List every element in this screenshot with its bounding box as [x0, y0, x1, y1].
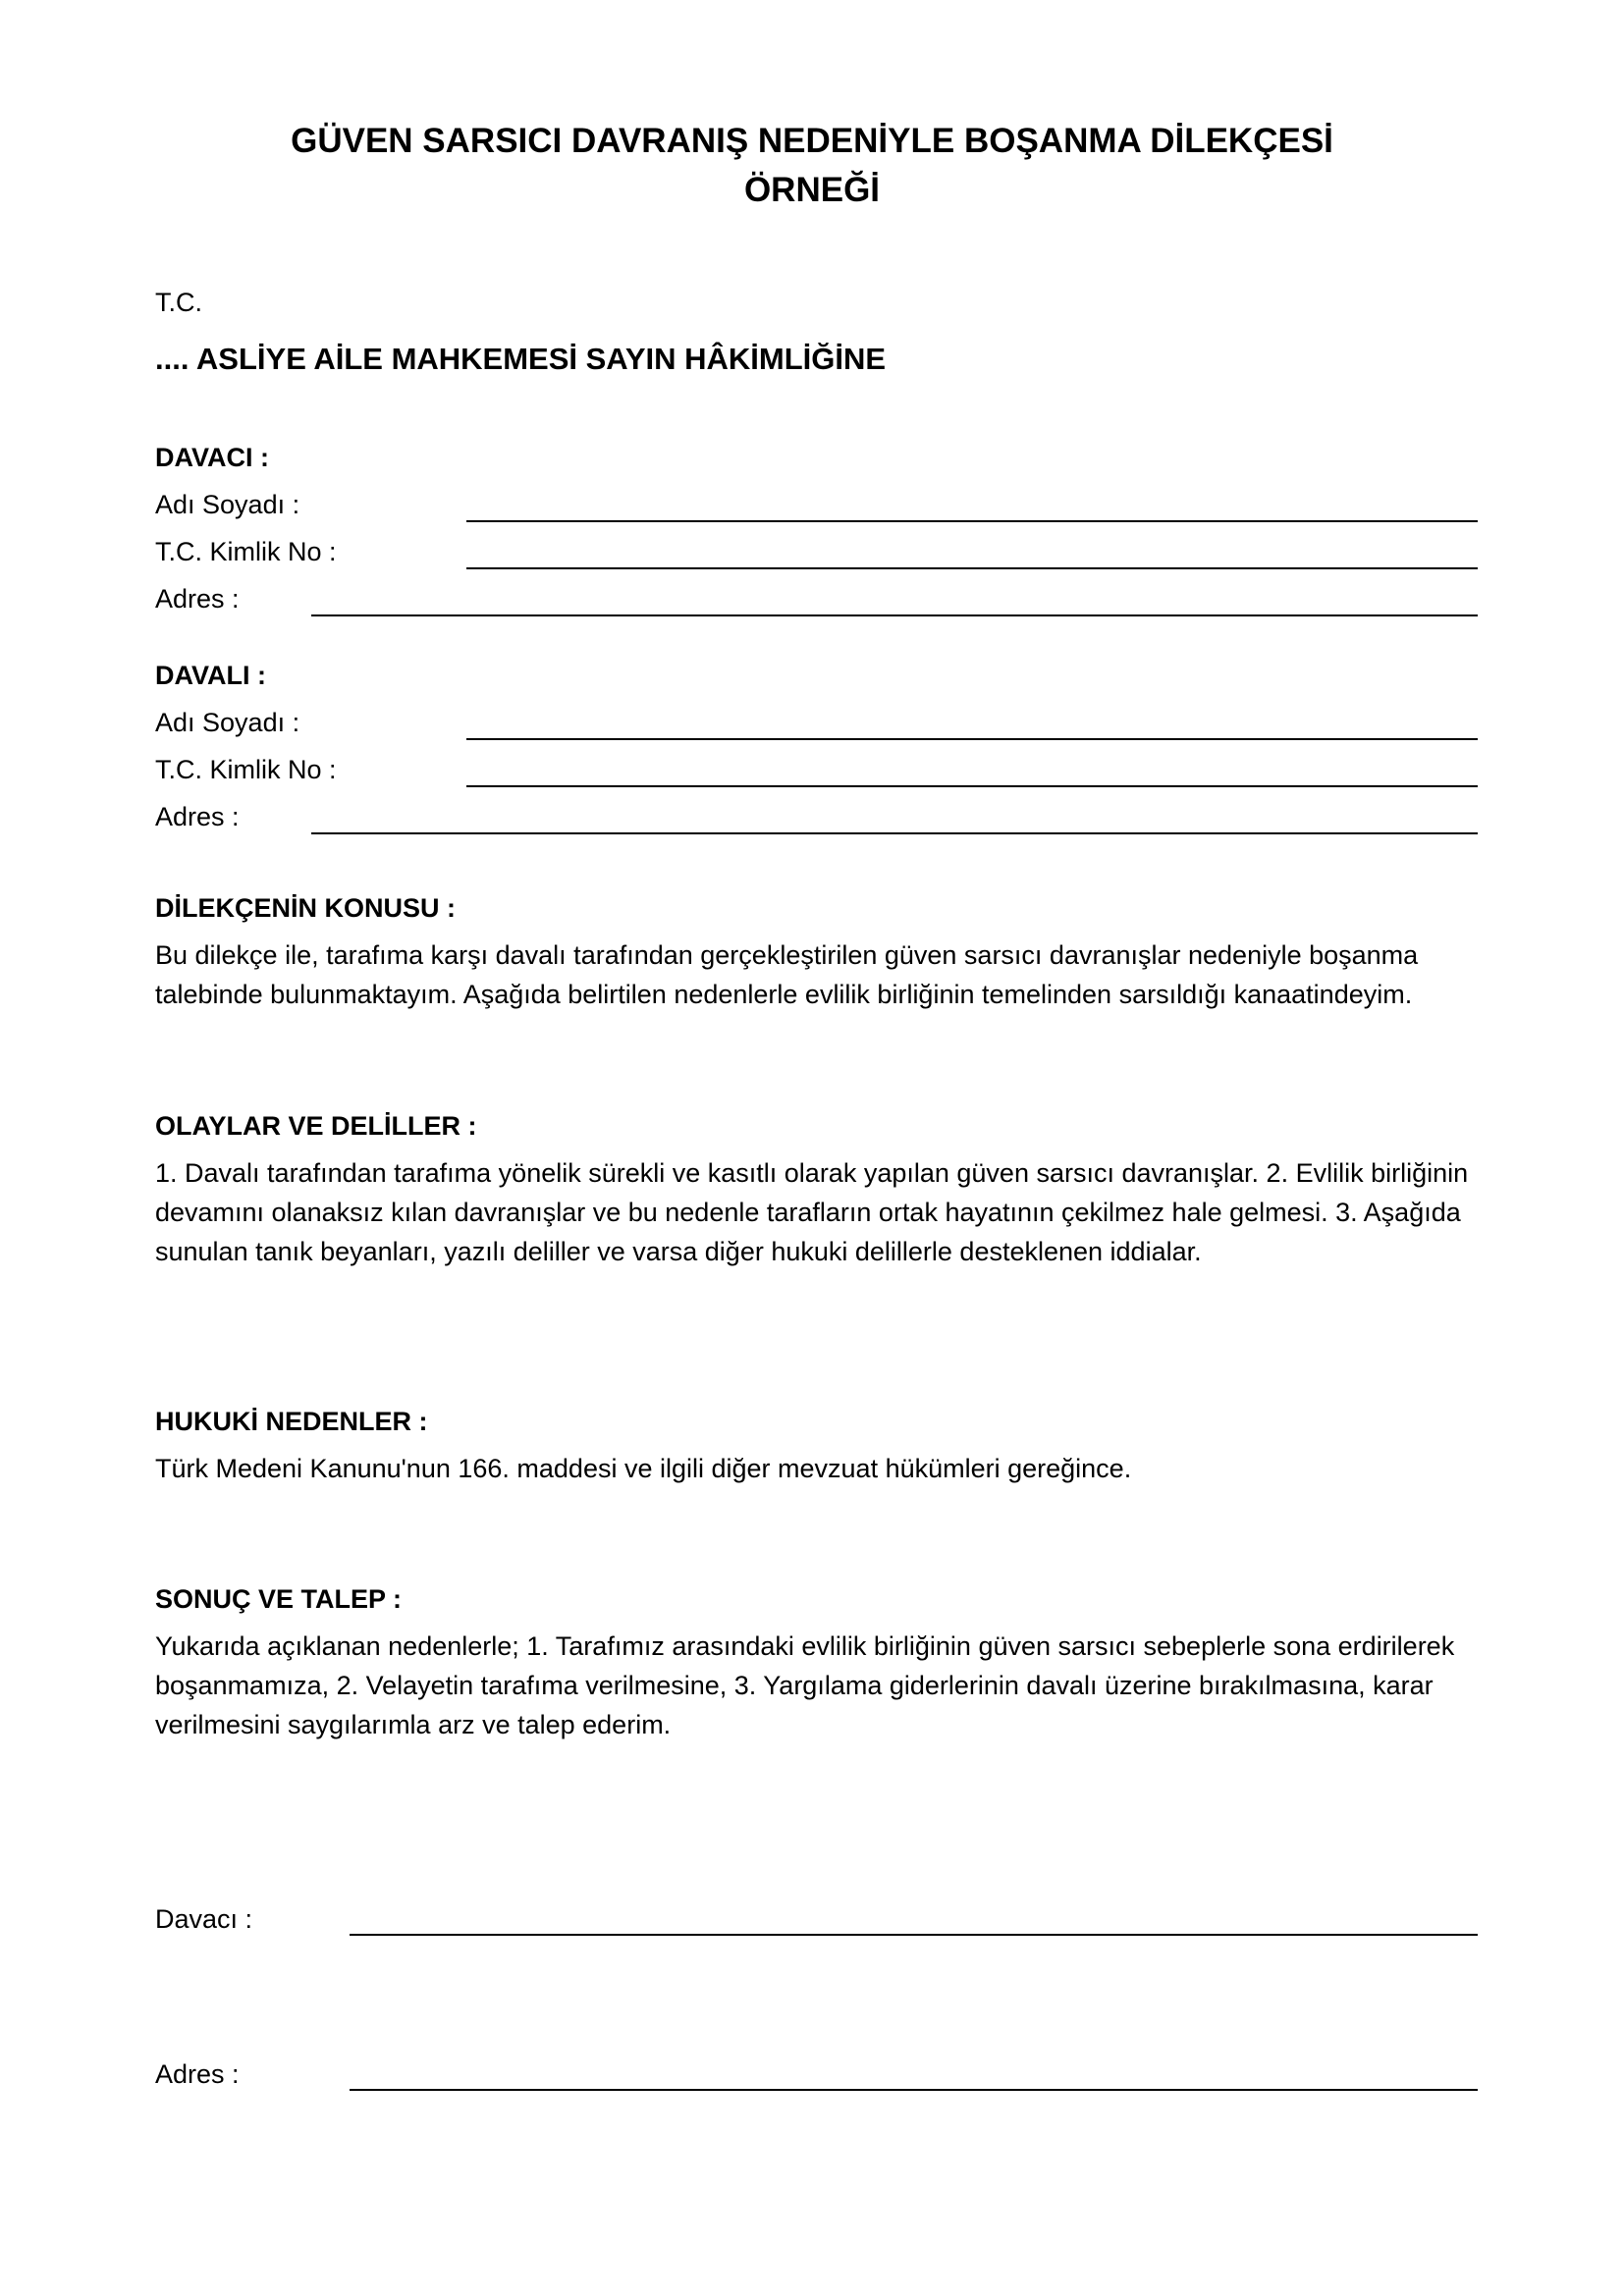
konu-heading: DİLEKÇENİN KONUSU :: [155, 893, 457, 923]
davali-address-label: Adres :: [155, 802, 240, 831]
davaci-name-field[interactable]: [466, 520, 1478, 522]
court-heading: .... ASLİYE AİLE MAHKEMESİ SAYIN HÂKİMLİĞİNE: [155, 342, 887, 376]
tc-label: T.C.: [155, 288, 203, 317]
davali-address-field[interactable]: [311, 832, 1478, 834]
hukuki-heading: HUKUKİ NEDENLER :: [155, 1407, 428, 1436]
konu-body: Bu dilekçe ile, tarafıma karşı davalı tarafından gerçekleştirilen güven sarsıcı davranışlar nedeniyle boşanma talebinde bulunmaktayım. Aşağıda belirtilen nedenlerle evlilik birliğinin temelinden sarsıldığı kanaatindeyim.: [155, 940, 1419, 1009]
signature-davaci-field[interactable]: [350, 1934, 1478, 1936]
davali-id-label: T.C. Kimlik No :: [155, 755, 337, 784]
davaci-address-field[interactable]: [311, 614, 1478, 616]
davaci-id-field[interactable]: [466, 567, 1478, 569]
signature-address-label: Adres :: [155, 2059, 240, 2089]
sonuc-body: Yukarıda açıklanan nedenlerle; 1. Tarafımız arasındaki evlilik birliğinin güven sarsıcı sebeplerle sona erdirilerek boşanmamıza, 2. Velayetin tarafıma verilmesine, 3. Yargılama giderlerinin davalı üzerine bırakılmasına, karar verilmesini saygılarımla arz ve talep ederim.: [155, 1631, 1455, 1739]
davaci-heading: DAVACI :: [155, 443, 269, 472]
hukuki-body: Türk Medeni Kanunu'nun 166. maddesi ve ilgili diğer mevzuat hükümleri gereğince.: [155, 1454, 1132, 1483]
davaci-name-label: Adı Soyadı :: [155, 490, 300, 519]
document-title-line-1: GÜVEN SARSICI DAVRANIŞ NEDENİYLE BOŞANMA DİLEKÇESİ: [291, 122, 1333, 160]
document-title-line-2: ÖRNEĞİ: [743, 171, 881, 209]
davali-name-label: Adı Soyadı :: [155, 708, 300, 737]
davali-id-field[interactable]: [466, 785, 1478, 787]
olaylar-body: 1. Davalı tarafından tarafıma yönelik sürekli ve kasıtlı olarak yapılan güven sarsıcı davranışlar. 2. Evlilik birliğinin devamını olanaksız kılan davranışlar ve bu nedenle tarafların ortak hayatının çekilmez hale gelmesi. 3. Aşağıda sunulan tanık beyanları, yazılı deliller ve varsa diğer hukuki delillerle desteklenen iddialar.: [155, 1158, 1469, 1266]
signature-address-field[interactable]: [350, 2089, 1478, 2091]
signature-davaci-label: Davacı :: [155, 1904, 253, 1934]
sonuc-heading: SONUÇ VE TALEP :: [155, 1584, 403, 1614]
davali-name-field[interactable]: [466, 738, 1478, 740]
olaylar-heading: OLAYLAR VE DELİLLER :: [155, 1111, 477, 1141]
davaci-id-label: T.C. Kimlik No :: [155, 537, 337, 566]
davaci-address-label: Adres :: [155, 584, 240, 614]
davali-heading: DAVALI :: [155, 661, 266, 690]
